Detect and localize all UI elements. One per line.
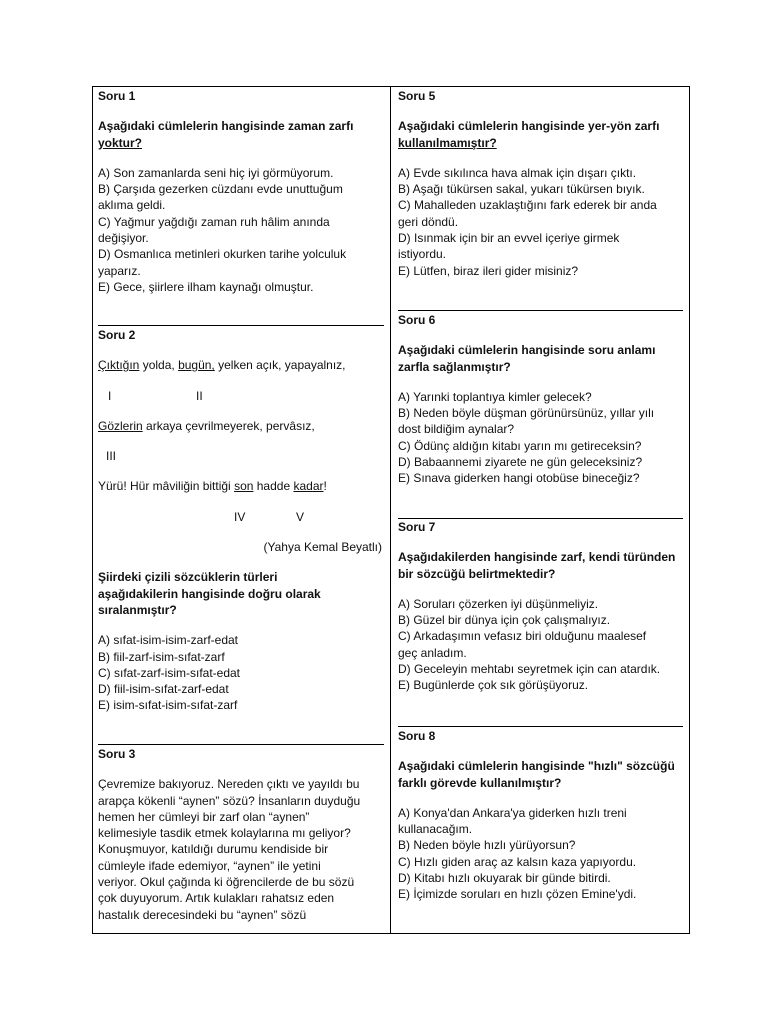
paragraph-line: çok duyuyorum. Artık kulakları rahatsız eden bbox=[98, 891, 335, 906]
option-line: dost bildiğim aynalar? bbox=[398, 422, 515, 437]
question-stem: zarfla sağlanmıştır? bbox=[398, 359, 511, 374]
option-line: A) sıfat-isim-isim-zarf-edat bbox=[98, 633, 239, 648]
underlined-word: Çıktığın bbox=[98, 358, 140, 373]
option-line: A) Yarınki toplantıya kimler gelecek? bbox=[398, 389, 592, 404]
question-stem: sıralanmıştır? bbox=[98, 602, 177, 617]
question-title: Soru 5 bbox=[398, 89, 436, 103]
paragraph-line: hastalık derecesindeki bu “aynen” sözü bbox=[98, 907, 307, 922]
option-line: D) fiil-isim-sıfat-zarf-edat bbox=[98, 682, 229, 697]
roman-marks: IV V bbox=[234, 509, 305, 524]
option-line: A) Evde sıkılınca hava almak için dışarı çıktı. bbox=[398, 165, 637, 180]
option-line: E) Sınava giderken hangi otobüse bineceğiz? bbox=[398, 471, 640, 486]
question-1 bbox=[98, 88, 386, 295]
option-line: istiyordu. bbox=[398, 247, 447, 262]
question-6 bbox=[398, 312, 686, 487]
paragraph-line: kelimesiyle tasdik etmek kolaylarına mı geliyor? bbox=[98, 826, 351, 841]
option-line: A) Konya'dan Ankara'ya giderken hızlı treni bbox=[398, 805, 627, 820]
question-3 bbox=[98, 746, 386, 923]
option-line: B) fiil-zarf-isim-sıfat-zarf bbox=[98, 649, 225, 664]
question-stem: Şiirdeki çizili sözcüklerin türleri bbox=[98, 570, 278, 585]
option-line: C) Hızlı giden araç az kalsın kaza yapıyordu. bbox=[398, 854, 637, 869]
question-2 bbox=[98, 327, 386, 714]
poem-line-1: Çıktığın yolda, bugün, yelken açık, yapayalnız, bbox=[98, 358, 346, 373]
option-line: C) sıfat-zarf-isim-sıfat-edat bbox=[98, 665, 241, 680]
question-stem-emphasis: kullanılmamıştır? bbox=[398, 135, 497, 150]
option-line: geç anladım. bbox=[398, 645, 467, 660]
question-stem: farklı görevde kullanılmıştır? bbox=[398, 775, 562, 790]
option-line: A) Son zamanlarda seni hiç iyi görmüyorum. bbox=[98, 165, 334, 180]
option-line: B) Aşağı tükürsen sakal, yukarı tükürsen bıyık. bbox=[398, 182, 645, 197]
underlined-word: kadar bbox=[293, 479, 324, 494]
question-title: Soru 6 bbox=[398, 313, 436, 327]
option-line: B) Güzel bir dünya için çok çalışmalıyız. bbox=[398, 613, 611, 628]
option-line: B) Neden böyle düşman görünürsünüz, yıllar yılı bbox=[398, 406, 655, 421]
option-line: C) Ödünç aldığın kitabı yarın mı getireceksin? bbox=[398, 438, 642, 453]
underlined-word: bugün, bbox=[178, 358, 215, 373]
paragraph-line: Çevremize bakıyoruz. Nereden çıktı ve yayıldı bu bbox=[98, 777, 360, 792]
question-title: Soru 1 bbox=[98, 89, 136, 103]
roman-marks: I II bbox=[108, 388, 203, 403]
paragraph-line: Konuşmuyor, katıldığı durumu kendiside bir bbox=[98, 842, 329, 857]
section-separator bbox=[398, 310, 683, 311]
question-stem: Aşağıdaki cümlelerin hangisinde yer-yön zarfı bbox=[398, 119, 660, 134]
question-stem-emphasis: yoktur? bbox=[98, 135, 143, 150]
option-line: D) Geceleyin mehtabı seyretmek için can atardık. bbox=[398, 662, 661, 677]
section-separator bbox=[398, 726, 683, 727]
option-line: D) Kitabı hızlı okuyarak bir günde bitirdi. bbox=[398, 871, 611, 886]
option-line: E) Gece, şiirlere ilham kaynağı olmuştur. bbox=[98, 279, 314, 294]
poem-author: (Yahya Kemal Beyatlı) bbox=[263, 540, 382, 555]
question-title: Soru 7 bbox=[398, 520, 436, 534]
paragraph-line: veriyor. Okul çağında ki öğrencilerde de bu sözü bbox=[98, 875, 355, 890]
poem-line-2: Gözlerin arkaya çevrilmeyerek, pervâsız, bbox=[98, 418, 315, 433]
option-line: kullanacağım. bbox=[398, 822, 473, 837]
roman-marks: III bbox=[106, 449, 117, 464]
option-line: değişiyor. bbox=[98, 231, 149, 246]
question-7 bbox=[398, 519, 686, 694]
option-line: A) Soruları çözerken iyi düşünmeliyiz. bbox=[398, 596, 599, 611]
option-line: C) Yağmur yağdığı zaman ruh hâlim anında bbox=[98, 214, 330, 229]
option-line: E) İçimizde soruları en hızlı çözen Emine'ydi. bbox=[398, 887, 637, 902]
paragraph-line: arapça kökenli “aynen” sözü? İnsanların duyduğu bbox=[98, 793, 361, 808]
option-line: E) Lütfen, biraz ileri gider misiniz? bbox=[398, 263, 579, 278]
question-stem: Aşağıdaki cümlelerin hangisinde "hızlı" sözcüğü bbox=[398, 759, 675, 774]
option-line: D) Isınmak için bir an evvel içeriye girmek bbox=[398, 231, 620, 246]
option-line: C) Arkadaşımın vefasız biri olduğunu maalesef bbox=[398, 629, 647, 644]
question-stem: Aşağıdaki cümlelerin hangisinde zaman zarfı bbox=[98, 119, 354, 134]
question-stem: bir sözcüğü belirtmektedir? bbox=[398, 566, 556, 581]
question-title: Soru 3 bbox=[98, 747, 136, 761]
section-separator bbox=[98, 744, 384, 745]
option-line: aklıma geldi. bbox=[98, 198, 166, 213]
option-line: geri döndü. bbox=[398, 214, 459, 229]
question-title: Soru 2 bbox=[98, 328, 136, 342]
underlined-word: son bbox=[234, 479, 254, 494]
option-line: E) Bugünlerde çok sık görüşüyoruz. bbox=[398, 678, 589, 693]
column-divider bbox=[390, 86, 391, 934]
section-separator bbox=[98, 325, 384, 326]
option-line: B) Çarşıda gezerken cüzdanı evde unuttuğum bbox=[98, 182, 343, 197]
option-line: D) Babaannemi ziyarete ne gün geleceksiniz? bbox=[398, 455, 643, 470]
option-line: yaparız. bbox=[98, 263, 141, 278]
option-line: D) Osmanlıca metinleri okurken tarihe yolculuk bbox=[98, 247, 347, 262]
question-title: Soru 8 bbox=[398, 729, 436, 743]
question-stem: aşağıdakilerin hangisinde doğru olarak bbox=[98, 586, 321, 601]
paragraph-line: cümleyle ifade edemiyor, “aynen” ile yetini bbox=[98, 858, 321, 873]
paragraph-line: hemen her cümleyi bir zarf olan “aynen” bbox=[98, 809, 310, 824]
option-line: E) isim-sıfat-isim-sıfat-zarf bbox=[98, 698, 238, 713]
question-stem: Aşağıdaki cümlelerin hangisinde soru anlamı bbox=[398, 343, 656, 358]
question-5 bbox=[398, 88, 686, 279]
left-column bbox=[98, 88, 386, 295]
option-line: B) Neden böyle hızlı yürüyorsun? bbox=[398, 838, 576, 853]
underlined-word: Gözlerin bbox=[98, 418, 143, 433]
question-8 bbox=[398, 728, 686, 903]
question-stem: Aşağıdakilerden hangisinde zarf, kendi türünden bbox=[398, 550, 676, 565]
option-line: C) Mahalleden uzaklaştığını fark ederek bir anda bbox=[398, 198, 657, 213]
poem-line-3: Yürü! Hür mâviliğin bittiği son hadde kadar! bbox=[98, 479, 327, 494]
